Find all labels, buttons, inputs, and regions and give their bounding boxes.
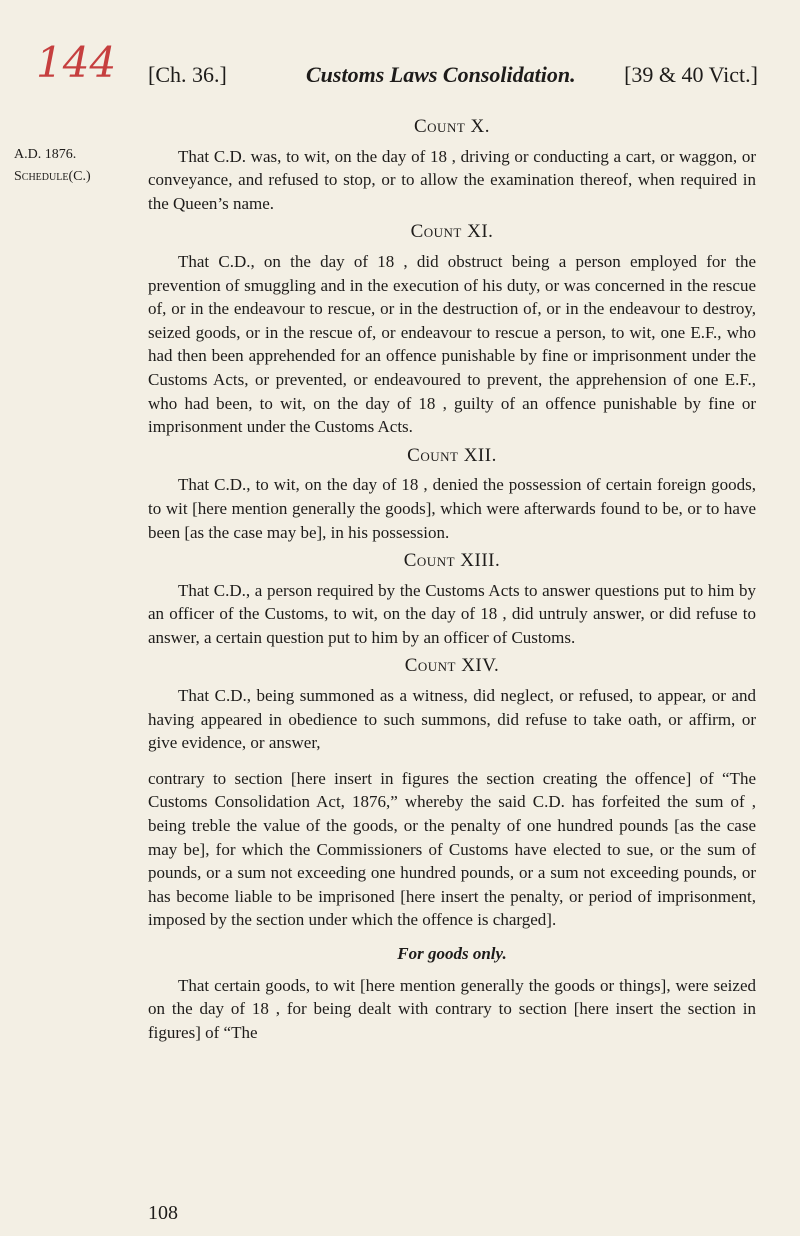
page-number: 108 (148, 1202, 178, 1224)
handwritten-folio-mark: 144 (36, 38, 117, 87)
running-header (148, 62, 758, 94)
header-title: Customs Laws Consolidation. (306, 62, 576, 87)
count-xiv-text: That C.D., being summoned as a witness, did neglect, or refused, to appear, or and having appeared in obedience to such summons, did refuse to take oath, or affirm, or give evidence, or answer, (148, 686, 756, 753)
header-regnal-year: [39 & 40 Vict.] (624, 62, 758, 87)
document-body (148, 110, 756, 1044)
for-goods-heading: For goods only. (397, 944, 507, 963)
count-xii-heading: Count XII. (407, 444, 497, 466)
count-xiv-heading: Count XIV. (404, 655, 500, 677)
count-xi-text: That C.D., on the day of 18 , did obstruct being a person employed for the prevention of smuggling and in the execution of his duty, or was concerned in the rescue of, or in the endeavour to rescue, or in the destruction of, or in the endeavour to destroy, seized goods, or in the rescue of, or endeavour to rescue a person, to wit, one E.F., who had then been apprehended for an offence punishable by fine or imprisonment under the Customs Acts, or prevented, or endeavoured to prevent, the apprehension of one E.F., who had been, to wit, on the day of 18 , guilty of an offence punishable by fine or imprisonment under the Customs Acts. (148, 251, 756, 437)
for-goods-text: That certain goods, to wit [here mention generally the goods or things], were seized on the day of 18 , for being dealt with contrary to section [here insert the section in figures] of “The (148, 975, 756, 1042)
count-x-heading: Count X. (414, 116, 490, 137)
count-x-text: That C.D. was, to wit, on the day of 18 , driving or conducting a cart, or waggon, or conveyance, and refused to stop, or to allow the examination thereof, when required in the Queen’s name. (148, 146, 756, 213)
margin-year: A.D. 1876. (14, 147, 77, 162)
margin-schedule: Schedule(C.) (14, 169, 91, 184)
contrary-clause-text: contrary to section [here insert in figures the section creating the offence] of “The Customs Consolidation Act, 1876,” whereby the said C.D. has forfeited the sum of , being treble the value of the goods, or the penalty of one hundred pounds [as the case may be], for which the Commissioners of Customs have elected to sue, or the sum of pounds, or a sum not exceeding one hundred pounds, or a sum not exceeding pounds, or has become liable to be imprisoned [here insert the penalty, or period of imprisonment, imposed by the section under which the offence is charged]. (148, 768, 756, 930)
count-xiii-text: That C.D., a person required by the Customs Acts to answer questions put to him by an officer of the Customs, to wit, on the day of 18 , did untruly answer, or did refuse to answer, a certain question put to him by an officer of Customs. (148, 580, 756, 647)
count-xii-text: That C.D., to wit, on the day of 18 , denied the possession of certain foreign goods, to wit [here mention generally the goods], which were afterwards found to be, or to have been [as the case may be], in his possession. (148, 475, 756, 542)
count-xiii-heading: Count XIII. (403, 550, 501, 572)
count-xi-heading: Count XI. (410, 221, 494, 243)
header-chapter: [Ch. 36.] (148, 62, 227, 87)
spacer (148, 755, 756, 767)
